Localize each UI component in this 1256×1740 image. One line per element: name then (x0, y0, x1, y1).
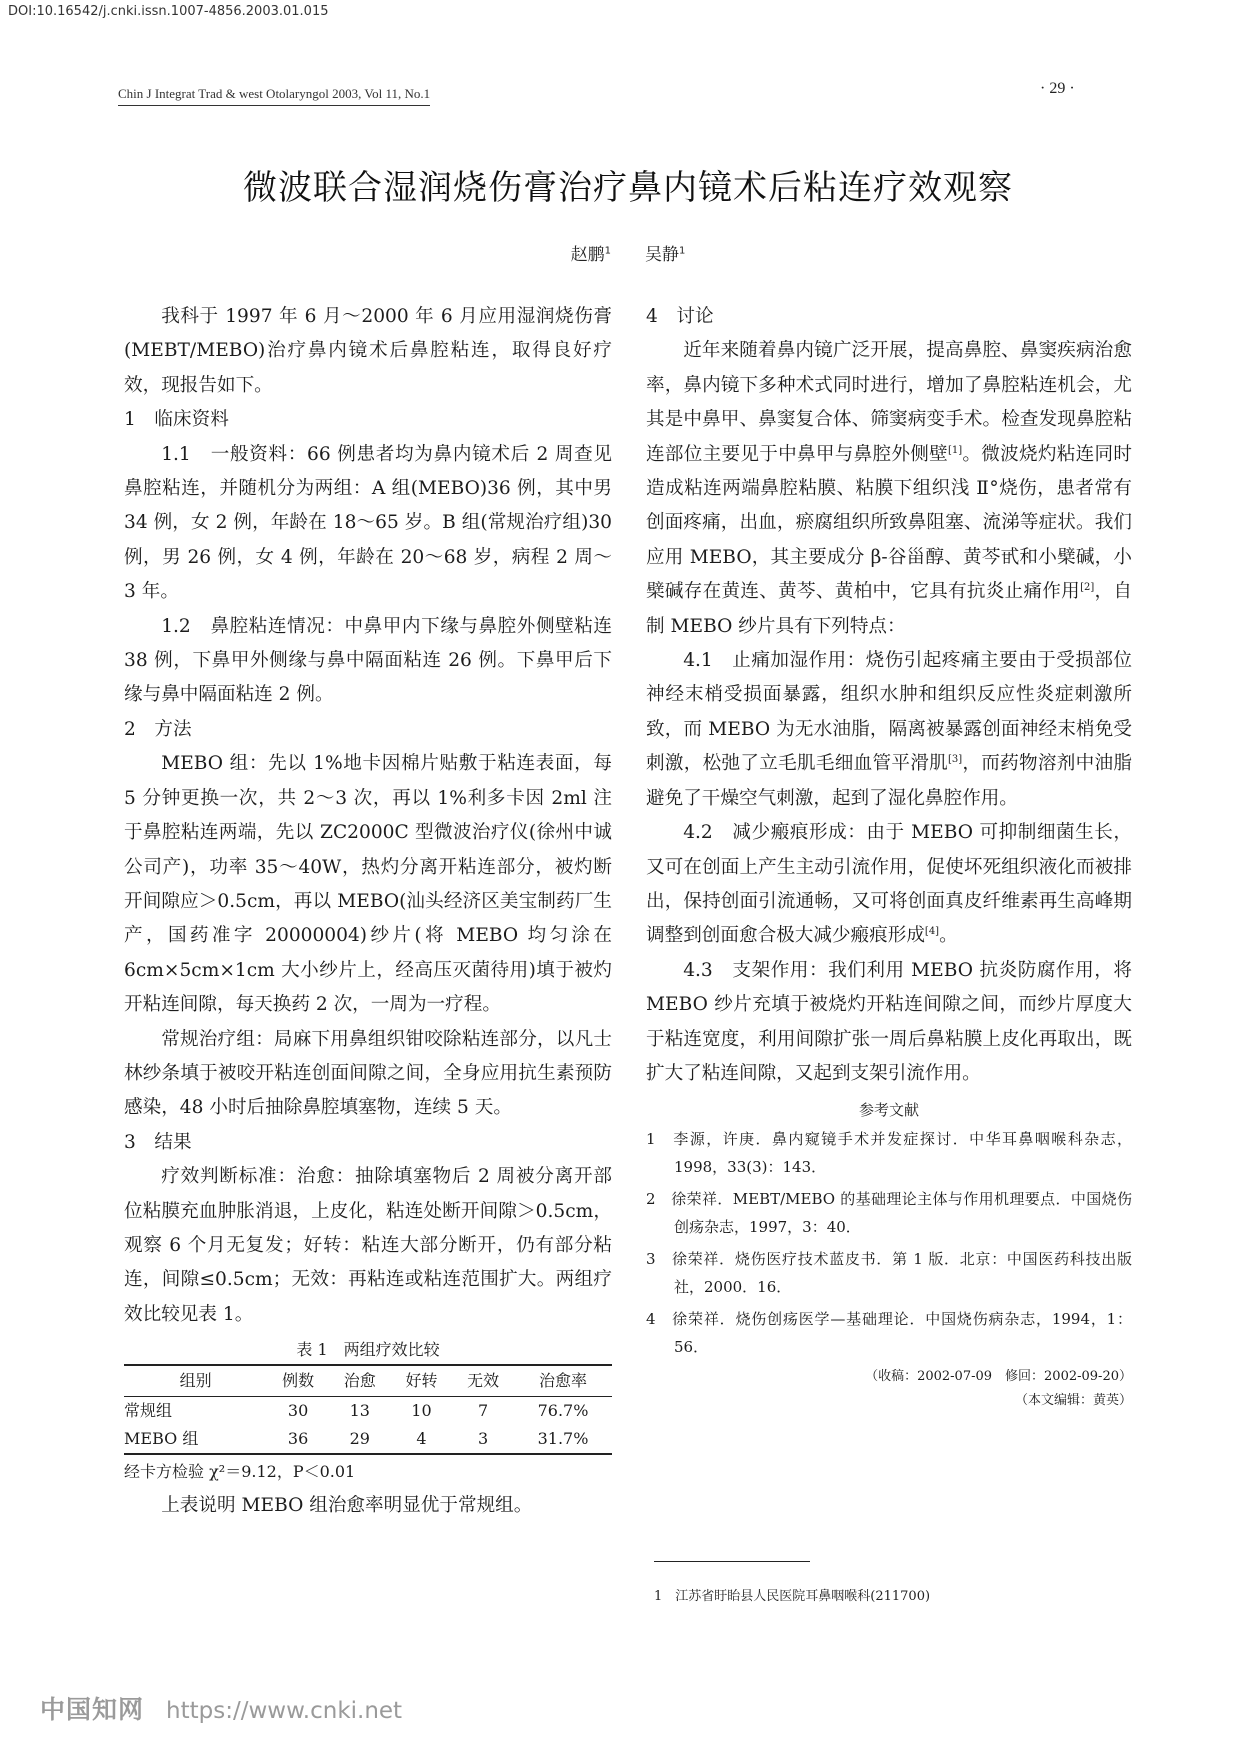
table-cell: 36 (267, 1425, 329, 1454)
table-cell: 10 (411, 1401, 432, 1421)
footnote-divider (654, 1561, 810, 1562)
table-header: 组别 (124, 1365, 267, 1397)
table-header: 治愈 (329, 1365, 391, 1397)
section-heading: 1 临床资料 (124, 409, 229, 431)
table-header: 治愈率 (514, 1365, 612, 1397)
section-paragraph: 疗效判断标准：治愈：抽除填塞物后 2 周被分离开部位粘膜充血肿胀消退，上皮化，粘连处断开间隙＞0.5cm，观察 6 个月无复发；好转：粘连大部分断开，仍有部分粘连，间隙≤0.5cm；无效：再粘连或粘连范围扩大。两组疗效比较见表 1。 (124, 1166, 612, 1325)
paragraph-text: 。 (939, 925, 958, 947)
received-dates: （收稿：2002-07-09 修回：2002-09-20） (865, 1369, 1132, 1385)
author-affiliation-mark: 1 (679, 245, 686, 257)
statistical-note: 经卡方检验 χ²＝9.12，P＜0.01 (124, 1462, 356, 1482)
editor-credit: （本文编辑：黄英） (1014, 1393, 1132, 1409)
table-header: 好转 (391, 1365, 453, 1397)
discussion-paragraph: 4.3 支架作用：我们利用 MEBO 抗炎防腐作用，将 MEBO 纱片充填于被烧灼开粘连间隙之间，而纱片厚度大于粘连宽度，利用间隙扩张一周后鼻粘膜上皮化再取出，既扩大了粘连间隙，又起到支架引流作用。 (646, 959, 1132, 1084)
author-line (0, 240, 1256, 265)
reference-item: 3 徐荣祥．烧伤医疗技术蓝皮书．第 1 版．北京：中国医药科技出版社，2000．16． (646, 1250, 1132, 1297)
table-caption: 表 1 两组疗效比较 (296, 1340, 440, 1360)
conclusion-paragraph: 上表说明 MEBO 组治愈率明显优于常规组。 (161, 1495, 533, 1517)
results-table-block (124, 1336, 612, 1489)
section-paragraph: 常规治疗组：局麻下用鼻组织钳咬除粘连部分，以凡士林纱条填于被咬开粘连创面间隙之间，全身应用抗生素预防感染，48 小时后抽除鼻腔填塞物，连续 5 天。 (124, 1028, 612, 1119)
cnki-logo: 中国知网 (40, 1695, 145, 1724)
table-row (124, 1397, 612, 1426)
section-heading: 3 结果 (124, 1131, 192, 1153)
paragraph-text: 4.1 止痛加湿作用：烧伤引起疼痛主要由于受损部位神经末梢受损面暴露，组织水肿和组织反应性炎症刺激所致，而 MEBO 为无水油脂，隔离被暴露创面神经末梢免受刺激，松弛了立毛肌毛细血管平滑肌 (646, 650, 1132, 775)
table-cell: 常规组 (124, 1401, 173, 1421)
journal-running-header: Chin J Integrat Trad & west Otolaryngol 2003, Vol 11, No.1 (118, 86, 430, 106)
section-paragraph: 1.1 一般资料：66 例患者均为鼻内镜术后 2 周查见鼻腔粘连，并随机分为两组：A 组(MEBO)36 例，其中男 34 例，女 2 例，年龄在 18～65 岁。B 组(常规治疗组)30 例，男 26 例，女 4 例，年龄在 20～68 岁，病程 2 周～3 年。 (124, 443, 612, 603)
section-heading: 2 方法 (124, 718, 192, 740)
author-affiliation-mark: 1 (604, 245, 611, 257)
author-name: 赵鹏 (570, 245, 605, 265)
intro-paragraph: 我科于 1997 年 6 月～2000 年 6 月应用湿润烧伤膏(MEBT/MEBO)治疗鼻内镜术后鼻腔粘连，取得良好疗效，现报告如下。 (124, 306, 612, 396)
author-name: 吴静 (645, 245, 679, 265)
table-cell: 7 (478, 1401, 489, 1421)
table-cell: 29 (329, 1425, 391, 1454)
table-cell: 76.7% (537, 1401, 589, 1421)
citation-mark: [3] (947, 754, 963, 766)
reference-item: 1 李源，许庚．鼻内窥镜手术并发症探讨．中华耳鼻咽喉科杂志，1998，33(3)：143． (646, 1130, 1132, 1177)
citation-mark: [1] (947, 444, 963, 456)
results-table (124, 1364, 612, 1455)
cnki-watermark (40, 1690, 402, 1726)
table-cell: 4 (391, 1425, 453, 1454)
paragraph-text: 4.2 减少瘢痕形成：由于 MEBO 可抑制细菌生长，又可在创面上产生主动引流作用，促使坏死组织液化而被排出，保持创面引流通畅，又可将创面真皮纤维素再生高峰期调整到创面愈合极大减少瘢痕形成 (646, 822, 1132, 947)
doi-line: DOI:10.16542/j.cnki.issn.1007-4856.2003.01.015 (8, 4, 329, 19)
citation-mark: [2] (1080, 582, 1095, 594)
table-cell: 13 (349, 1401, 370, 1421)
references-heading: 参考文献 (858, 1101, 919, 1120)
discussion-paragraph (646, 644, 1132, 816)
table-header: 无效 (452, 1365, 514, 1397)
table-header: 例数 (267, 1365, 329, 1397)
citation-mark: [4] (924, 926, 940, 938)
discussion-paragraph (646, 334, 1132, 644)
left-column (124, 300, 612, 1524)
discussion-paragraph (646, 816, 1132, 954)
paragraph-text: 近年来随着鼻内镜广泛开展，提高鼻腔、鼻窦疾病治愈率，鼻内镜下多种术式同时进行，增加了鼻腔粘连机会，尤其是中鼻甲、鼻窦复合体、筛窦病变手术。检查发现鼻腔粘连部位主要见于中鼻甲与鼻腔外侧壁 (646, 340, 1132, 465)
table-header-row (124, 1365, 612, 1397)
page-number: · 29 · (1040, 80, 1075, 97)
table-cell: 31.7% (514, 1425, 612, 1454)
table-cell: 3 (452, 1425, 514, 1454)
table-row (124, 1425, 612, 1454)
section-heading: 4 讨论 (646, 306, 714, 327)
cnki-url: https://www.cnki.net (166, 1698, 403, 1724)
reference-item: 2 徐荣祥．MEBT/MEBO 的基础理论主体与作用机理要点．中国烧伤创疡杂志，1997，3：40． (646, 1190, 1132, 1237)
paragraph-text: ，而药物溶剂中油脂避免了干燥空气刺激，起到了湿化鼻腔作用。 (646, 753, 1132, 809)
article-title: 微波联合湿润烧伤膏治疗鼻内镜术后粘连疗效观察 (243, 168, 1013, 208)
affiliation-footnote: 1 江苏省盱眙县人民医院耳鼻咽喉科(211700) (654, 1589, 931, 1604)
section-paragraph: 1.2 鼻腔粘连情况：中鼻甲内下缘与鼻腔外侧壁粘连 38 例，下鼻甲外侧缘与鼻中隔面粘连 26 例。下鼻甲后下缘与鼻中隔面粘连 2 例。 (124, 615, 612, 706)
paragraph-text: ，自制 MEBO 纱片具有下列特点： (646, 581, 1132, 637)
right-column (646, 300, 1132, 1413)
section-paragraph: MEBO 组：先以 1%地卡因棉片贴敷于粘连表面，每 5 分钟更换一次，共 2～3 次，再以 1%利多卡因 2ml 注于鼻腔粘连两端，先以 ZC2000C 型微波治疗仪(徐州中诚公司产)，功率 35～40W，热灼分离开粘连部分，被灼断开间隙应＞0.5cm，再以 MEBO(汕头经济区美宝制药厂生产，国药准字 20000004)纱片(将 MEBO 均匀涂在 6cm×5cm×1cm 大小纱片上，经高压灭菌待用)填于被灼开粘连间隙，每天换药 2 次，一周为一疗程。 (124, 753, 612, 1016)
table-cell: 30 (287, 1401, 309, 1421)
reference-item: 4 徐荣祥．烧伤创疡医学—基础理论．中国烧伤病杂志，1994，1：56． (646, 1310, 1132, 1357)
paragraph-text: 。微波烧灼粘连同时造成粘连两端鼻腔粘膜、粘膜下组织浅 Ⅱ°烧伤，患者常有创面疼痛，出血，瘀腐组织所致鼻阻塞、流涕等症状。我们应用 MEBO，其主要成分 β-谷甾醇、黄芩甙和小檗碱，小檗碱存在黄连、黄芩、黄柏中，它具有抗炎止痛作用 (646, 443, 1132, 603)
table-cell: MEBO 组 (124, 1425, 267, 1454)
